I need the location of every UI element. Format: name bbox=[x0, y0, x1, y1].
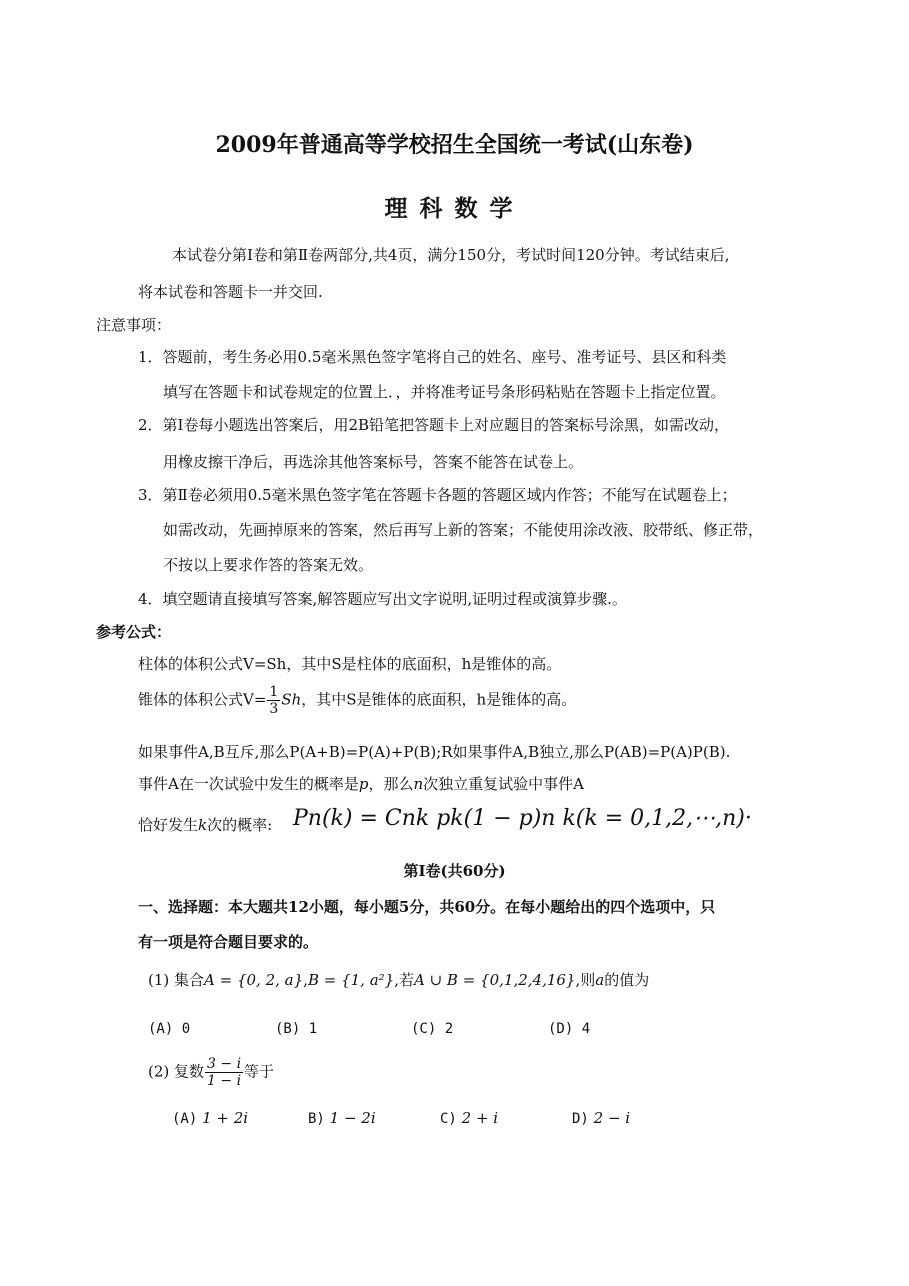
fraction-numerator: 3 − i bbox=[207, 1056, 242, 1072]
notice-item: 用橡皮擦干净后，再选涂其他答案标号，答案不能答在试卷上。 bbox=[163, 453, 584, 471]
formula-bernoulli bbox=[138, 773, 584, 794]
q1-option-a: (A) 0 bbox=[148, 1021, 191, 1037]
option-label: C) bbox=[440, 1111, 457, 1127]
bernoulli-n: n bbox=[413, 775, 424, 793]
q2-option-b bbox=[308, 1109, 376, 1127]
option-label: (A) bbox=[172, 1111, 198, 1127]
page-subtitle: 理科数学 bbox=[384, 195, 525, 222]
q2-prefix: (2) 复数 bbox=[148, 1062, 205, 1081]
q1-prefix: (1) 集合 bbox=[148, 971, 205, 989]
q2-option-d bbox=[572, 1109, 630, 1127]
formula-cone-fraction bbox=[267, 684, 280, 717]
fraction-denominator: 3 bbox=[269, 701, 279, 717]
page-title: 2009年普通高等学校招生全国统一考试(山东卷) bbox=[215, 132, 694, 158]
binomial-formula: Pn(k) = Cnk pk(1 − p)n k(k = 0,1,2,⋯,n)· bbox=[293, 806, 752, 831]
section-instruction-1: 一、选择题：本大题共12小题，每小题5分，共60分。在每小题给出的四个选项中，只 bbox=[138, 898, 716, 916]
bernoulli-text-b: ，那么 bbox=[368, 775, 414, 793]
q1-if: ,若 bbox=[394, 971, 414, 989]
option-value: 2 − i bbox=[593, 1109, 631, 1127]
notice-item: 2．第Ⅰ卷每小题选出答案后，用2B铅笔把答题卡上对应题目的答案标号涂黑，如需改动， bbox=[138, 416, 730, 434]
q1-set-a: A = {0, 2, a} bbox=[204, 971, 304, 989]
fraction-numerator: 1 bbox=[269, 684, 279, 700]
bernoulli-text-c: 次独立重复试验中事件A bbox=[423, 775, 584, 793]
notice-item: 1．答题前，考生务必用0.5毫米黑色签字笔将自己的姓名、座号、准考证号、县区和科类 bbox=[138, 348, 727, 366]
q2-option-c bbox=[440, 1109, 498, 1127]
notice-item: 填写在答题卡和试卷规定的位置上．，并将准考证号条形码粘贴在答题卡上指定位置。 bbox=[163, 383, 726, 401]
q1-comma: , bbox=[303, 971, 308, 989]
option-value: 1 + 2i bbox=[202, 1109, 249, 1127]
notice-item: 4．填空题请直接填写答案,解答题应写出文字说明,证明过程或演算步骤.。 bbox=[138, 590, 627, 608]
question-2 bbox=[148, 1056, 274, 1089]
q1-then: ,则 bbox=[575, 971, 596, 989]
formula-exact bbox=[138, 814, 272, 835]
exact-text-a: 恰好发生 bbox=[138, 816, 199, 834]
q2-option-a bbox=[172, 1109, 248, 1127]
section-title: 第Ⅰ卷(共60分) bbox=[403, 862, 506, 880]
bernoulli-text-a: 事件A在一次试验中发生的概率是 bbox=[138, 775, 359, 793]
q1-union: A ∪ B = {0,1,2,4,16} bbox=[413, 971, 576, 989]
intro-line-2: 将本试卷和答题卡一并交回. bbox=[138, 283, 323, 301]
notice-item: 如需改动，先画掉原来的答案，然后再写上新的答案；不能使用涂改液、胶带纸、修正带， bbox=[163, 521, 764, 539]
formula-cone-sh: Sh bbox=[281, 690, 302, 709]
q1-option-b: (B) 1 bbox=[275, 1021, 318, 1037]
exact-text-b: 次的概率: bbox=[207, 816, 273, 834]
section-instruction-2: 有一项是符合题目要求的。 bbox=[138, 933, 319, 951]
formulas-heading: 参考公式： bbox=[96, 623, 172, 641]
notice-heading: 注意事项： bbox=[96, 316, 172, 334]
notice-item: 3．第Ⅱ卷必须用0.5毫米黑色签字笔在答题卡各题的答题区域内作答；不能写在试题卷上； bbox=[138, 486, 737, 504]
option-value: 2 + i bbox=[461, 1109, 499, 1127]
formula-events: 如果事件A,B互斥,那么P(A+B)=P(A)+P(B);R如果事件A,B独立,那么P(AB)=P(A)P(B). bbox=[138, 743, 731, 761]
formula-cone-prefix: 锥体的体积公式V= bbox=[138, 690, 267, 709]
option-value: 1 − 2i bbox=[329, 1109, 376, 1127]
notice-item: 不按以上要求作答的答案无效。 bbox=[163, 556, 374, 574]
option-label: B) bbox=[308, 1111, 325, 1127]
q2-tail: 等于 bbox=[244, 1062, 275, 1081]
fraction-denominator: 1 − i bbox=[207, 1073, 242, 1089]
q2-fraction bbox=[205, 1056, 243, 1089]
bernoulli-p: p bbox=[358, 775, 369, 793]
intro-line-1: 本试卷分第Ⅰ卷和第Ⅱ卷两部分,共4页，满分150分，考试时间120分钟。考试结束后, bbox=[172, 246, 730, 264]
q1-option-d: (D) 4 bbox=[548, 1021, 591, 1037]
q1-option-c: (C) 2 bbox=[411, 1021, 454, 1037]
q1-var: a bbox=[595, 971, 605, 989]
q1-tail: 的值为 bbox=[604, 971, 650, 989]
formula-cone bbox=[138, 684, 576, 717]
q1-set-b: B = {1, a²} bbox=[307, 971, 395, 989]
exact-k: k bbox=[198, 816, 208, 834]
option-label: D) bbox=[572, 1111, 589, 1127]
question-1 bbox=[148, 969, 649, 990]
formula-prism: 柱体的体积公式V=Sh，其中S是柱体的底面积，h是锥体的高。 bbox=[138, 655, 562, 673]
formula-cone-suffix: ，其中S是锥体的底面积，h是锥体的高。 bbox=[301, 690, 577, 709]
